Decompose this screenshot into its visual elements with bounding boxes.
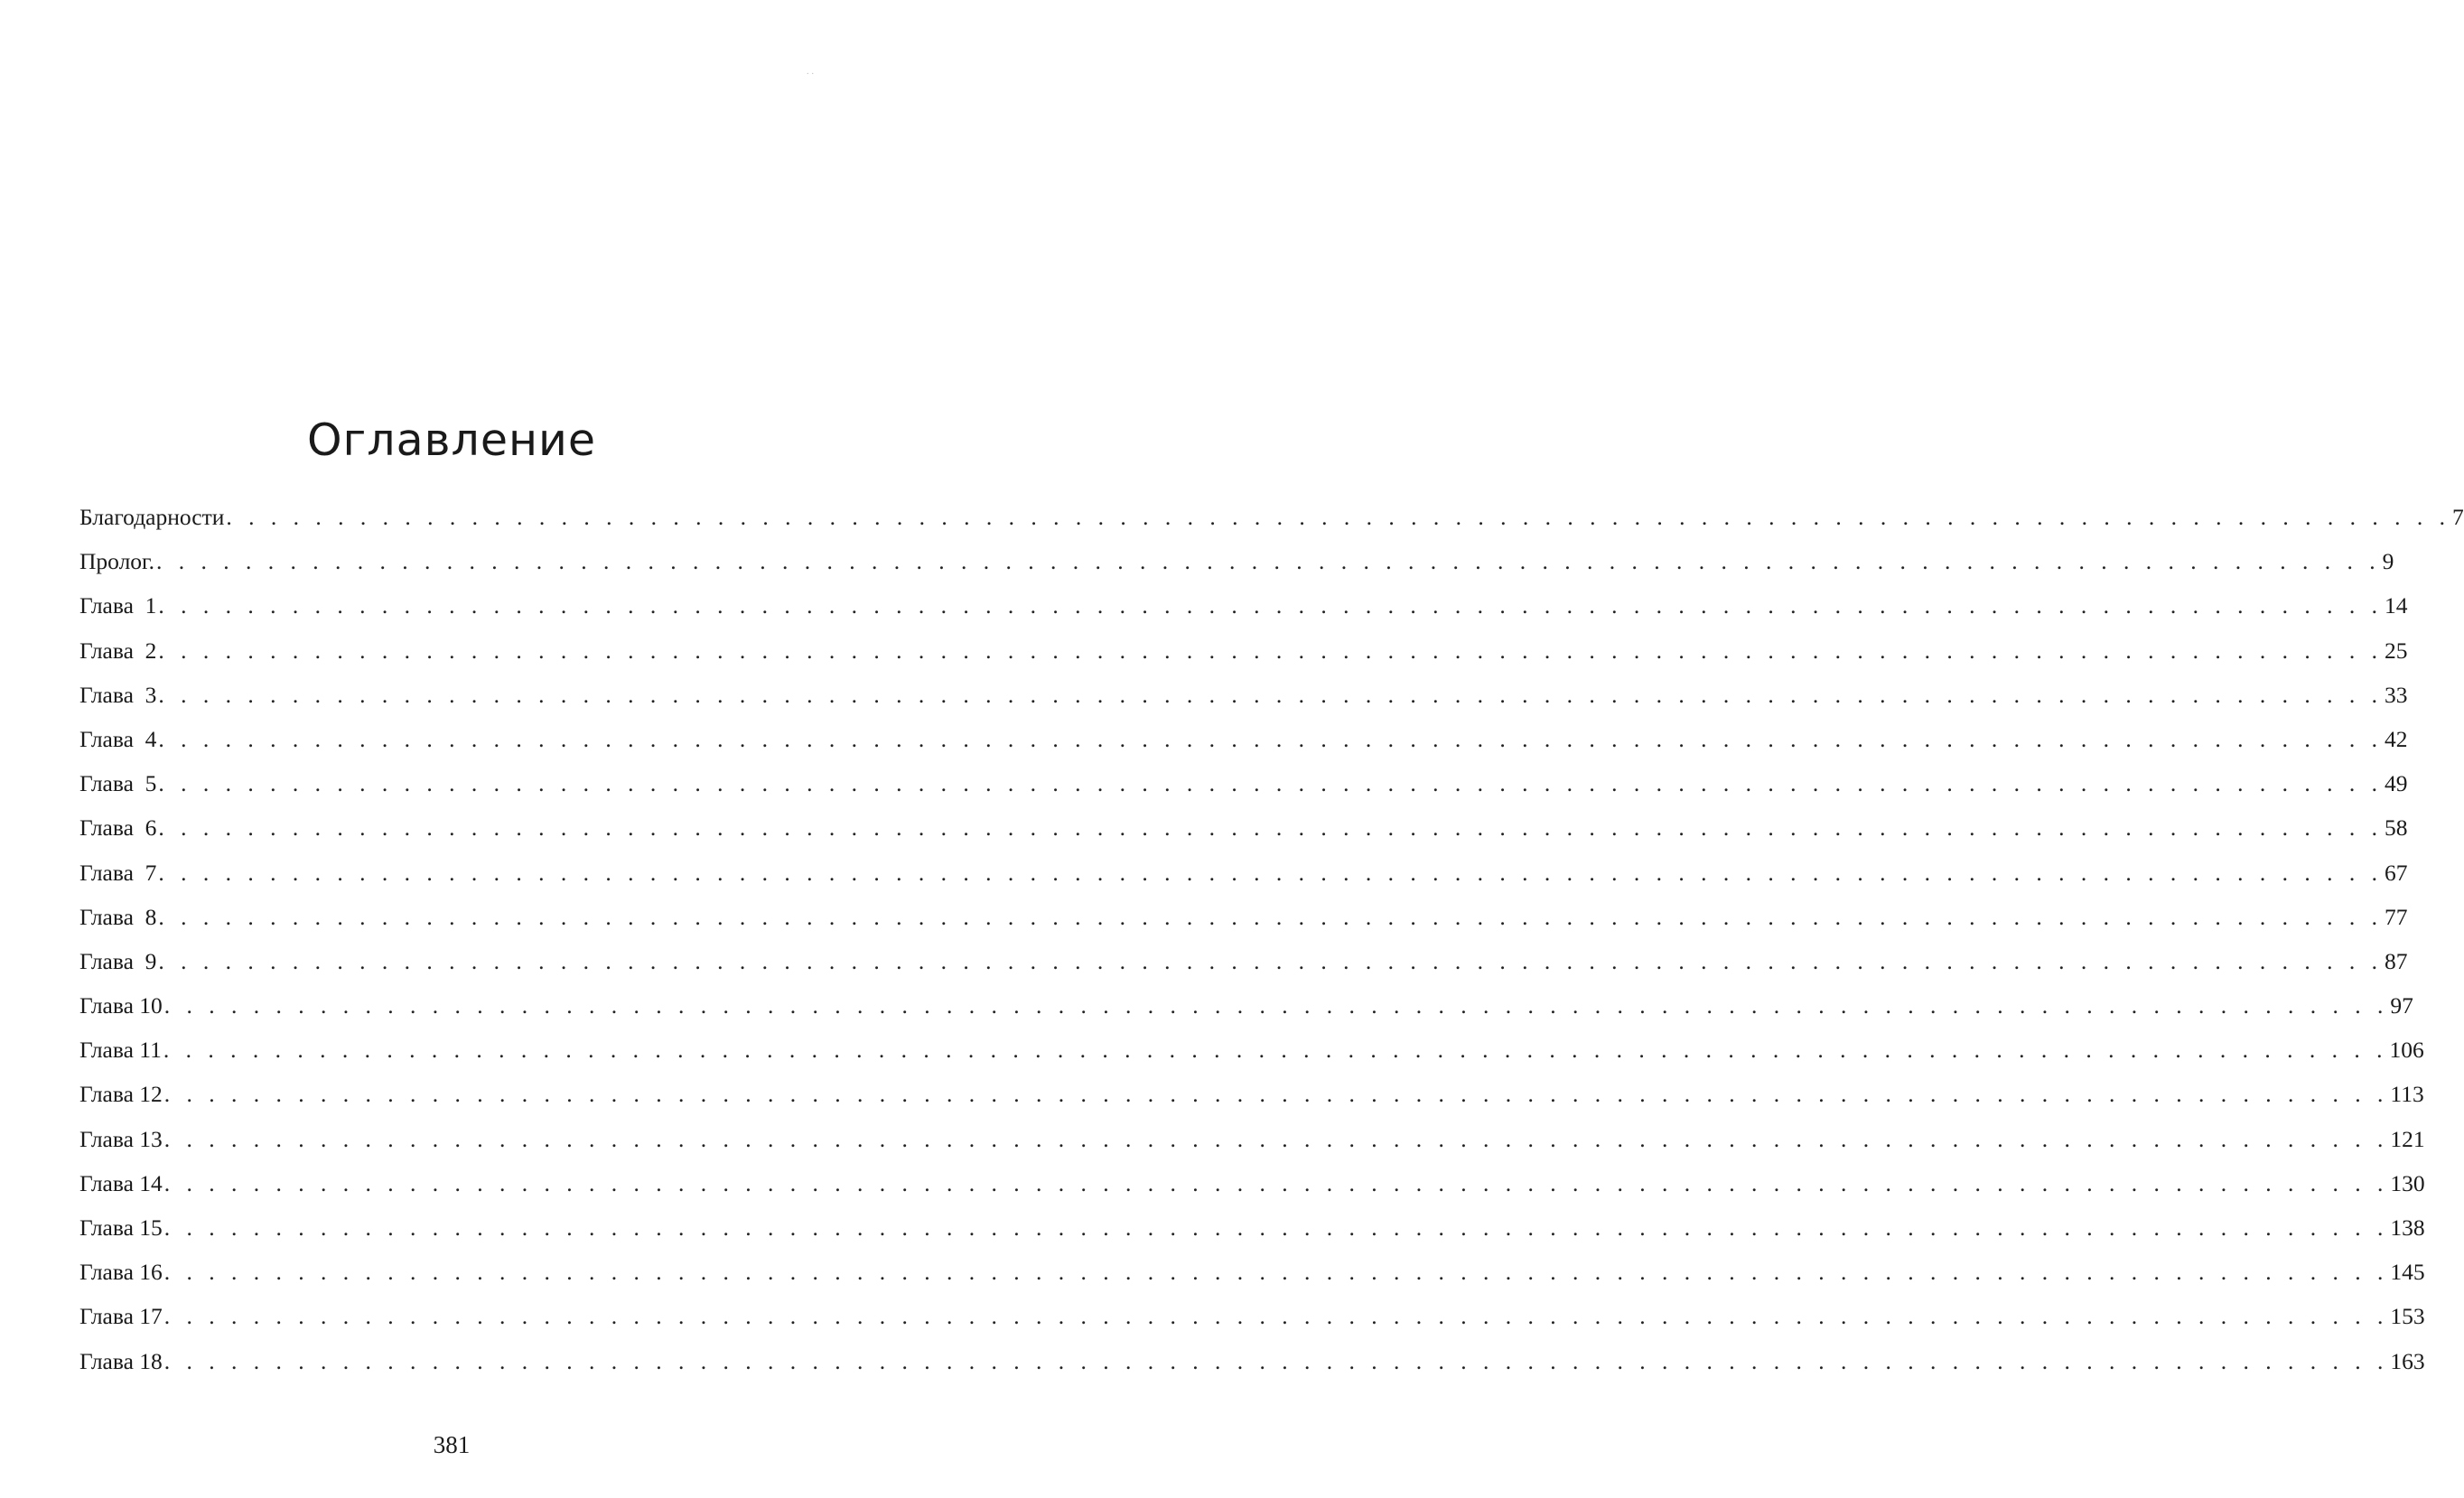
toc-dot-leader: . . . . . . . . . . . . . . . . . . . . . . . . . . . . . . . . . . . . . . . . . . . . . . . . . . . . . . . . . . . . . . . . . . . . . . . . . . . . . . . . . . . . . . . . . . . . . . . . . . . . bbox=[163, 1347, 2389, 1374]
toc-dot-leader: . . . . . . . . . . . . . . . . . . . . . . . . . . . . . . . . . . . . . . . . . . . . . . . . . . . . . . . . . . . . . . . . . . . . . . . . . . . . . . . . . . . . . . . . . . . . . . . . . . . . bbox=[158, 637, 2384, 664]
toc-entry bbox=[79, 548, 2394, 592]
toc-entry-label: Глава 18 bbox=[79, 1347, 163, 1374]
toc-entry bbox=[79, 1303, 2425, 1347]
toc-entry bbox=[79, 1347, 2425, 1392]
toc-entry bbox=[79, 770, 2408, 814]
toc-entry bbox=[79, 814, 2408, 859]
toc-entry bbox=[79, 992, 2413, 1037]
toc-entry-label: Глава 13 bbox=[79, 1125, 163, 1152]
toc-entry-page: 97 bbox=[2390, 992, 2413, 1019]
toc-entry-page: 7 bbox=[2452, 504, 2464, 530]
toc-dot-leader: . . . . . . . . . . . . . . . . . . . . . . . . . . . . . . . . . . . . . . . . . . . . . . . . . . . . . . . . . . . . . . . . . . . . . . . . . . . . . . . . . . . . . . . . . . . . . . . . . . . . bbox=[163, 992, 2389, 1019]
toc-entry bbox=[79, 637, 2408, 682]
toc-entry-label: Глава 12 bbox=[79, 1081, 163, 1108]
toc-dot-leader: . . . . . . . . . . . . . . . . . . . . . . . . . . . . . . . . . . . . . . . . . . . . . . . . . . . . . . . . . . . . . . . . . . . . . . . . . . . . . . . . . . . . . . . . . . . . . . . . . . . . bbox=[158, 592, 2384, 619]
toc-entry-page: 121 bbox=[2390, 1125, 2425, 1152]
toc-entry bbox=[79, 859, 2408, 904]
toc-dot-leader: . . . . . . . . . . . . . . . . . . . . . . . . . . . . . . . . . . . . . . . . . . . . . . . . . . . . . . . . . . . . . . . . . . . . . . . . . . . . . . . . . . . . . . . . . . . . . . . . . . . . bbox=[158, 903, 2384, 930]
toc-entry-label: Глава 7 bbox=[79, 859, 157, 886]
toc-entry-label: Глава 8 bbox=[79, 903, 157, 930]
toc-entry-page: 153 bbox=[2390, 1303, 2425, 1330]
toc-entry-label: Глава 1 bbox=[79, 592, 157, 619]
toc-entry-label: Благодарности bbox=[79, 504, 225, 530]
toc-entry-label: Глава 14 bbox=[79, 1169, 163, 1196]
toc-entry-label: Глава 6 bbox=[79, 814, 157, 842]
toc-dot-leader: . . . . . . . . . . . . . . . . . . . . . . . . . . . . . . . . . . . . . . . . . . . . . . . . . . . . . . . . . . . . . . . . . . . . . . . . . . . . . . . . . . . . . . . . . . . . . . . . . . . . bbox=[158, 947, 2384, 974]
toc-dot-leader: . . . . . . . . . . . . . . . . . . . . . . . . . . . . . . . . . . . . . . . . . . . . . . . . . . . . . . . . . . . . . . . . . . . . . . . . . . . . . . . . . . . . . . . . . . . . . . . . . . . . bbox=[163, 1169, 2389, 1196]
toc-entry bbox=[79, 947, 2408, 992]
toc-entry-page: 67 bbox=[2385, 859, 2408, 886]
toc-entry bbox=[79, 903, 2408, 948]
toc-entry bbox=[79, 681, 2408, 726]
toc-entry bbox=[79, 1259, 2425, 1303]
toc-entry-page: 106 bbox=[2389, 1037, 2424, 1064]
table-of-contents bbox=[79, 504, 2464, 1392]
toc-dot-leader: . . . . . . . . . . . . . . . . . . . . . . . . . . . . . . . . . . . . . . . . . . . . . . . . . . . . . . . . . . . . . . . . . . . . . . . . . . . . . . . . . . . . . . . . . . . . . . . . . . . . bbox=[163, 1081, 2389, 1108]
page-number: 381 bbox=[433, 1431, 471, 1458]
toc-entry-label: Глава 11 bbox=[79, 1037, 162, 1064]
toc-entry-page: 113 bbox=[2390, 1081, 2424, 1108]
toc-entry-page: 138 bbox=[2390, 1214, 2425, 1241]
toc-dot-leader: . . . . . . . . . . . . . . . . . . . . . . . . . . . . . . . . . . . . . . . . . . . . . . . . . . . . . . . . . . . . . . . . . . . . . . . . . . . . . . . . . . . . . . . . . . . . . . . . . . . . bbox=[156, 548, 2381, 575]
toc-entry-page: 58 bbox=[2385, 814, 2408, 842]
toc-entry bbox=[79, 1214, 2425, 1259]
toc-entry bbox=[79, 1037, 2424, 1081]
toc-entry-label: Глава 3 bbox=[79, 681, 157, 708]
toc-dot-leader: . . . . . . . . . . . . . . . . . . . . . . . . . . . . . . . . . . . . . . . . . . . . . . . . . . . . . . . . . . . . . . . . . . . . . . . . . . . . . . . . . . . . . . . . . . . . . . . . . . . . bbox=[158, 814, 2384, 842]
toc-entry-label: Глава 5 bbox=[79, 770, 157, 797]
scan-speck-mark: .. bbox=[807, 67, 817, 77]
toc-entry-label: Глава 10 bbox=[79, 992, 163, 1019]
toc-entry-page: 87 bbox=[2385, 947, 2408, 974]
toc-dot-leader: . . . . . . . . . . . . . . . . . . . . . . . . . . . . . . . . . . . . . . . . . . . . . . . . . . . . . . . . . . . . . . . . . . . . . . . . . . . . . . . . . . . . . . . . . . . . . . . . . . . . bbox=[163, 1125, 2389, 1152]
toc-entry-page: 25 bbox=[2385, 637, 2408, 664]
toc-entry-label: Глава 17 bbox=[79, 1303, 163, 1330]
toc-dot-leader: . . . . . . . . . . . . . . . . . . . . . . . . . . . . . . . . . . . . . . . . . . . . . . . . . . . . . . . . . . . . . . . . . . . . . . . . . . . . . . . . . . . . . . . . . . . . . . . . . . . . bbox=[163, 1303, 2389, 1330]
toc-entry-page: 14 bbox=[2385, 592, 2408, 619]
toc-entry-label: Глава 15 bbox=[79, 1214, 163, 1241]
toc-entry-label: Глава 4 bbox=[79, 725, 157, 752]
toc-dot-leader: . . . . . . . . . . . . . . . . . . . . . . . . . . . . . . . . . . . . . . . . . . . . . . . . . . . . . . . . . . . . . . . . . . . . . . . . . . . . . . . . . . . . . . . . . . . . . . . . . . . . bbox=[226, 504, 2450, 530]
toc-dot-leader: . . . . . . . . . . . . . . . . . . . . . . . . . . . . . . . . . . . . . . . . . . . . . . . . . . . . . . . . . . . . . . . . . . . . . . . . . . . . . . . . . . . . . . . . . . . . . . . . . . . . bbox=[158, 681, 2384, 708]
toc-entry bbox=[79, 1169, 2425, 1214]
toc-entry-label: Глава 9 bbox=[79, 947, 157, 974]
toc-entry-page: 42 bbox=[2385, 725, 2408, 752]
toc-entry bbox=[79, 504, 2464, 548]
toc-entry bbox=[79, 725, 2408, 770]
toc-entry-page: 9 bbox=[2382, 548, 2394, 575]
toc-entry-page: 77 bbox=[2385, 903, 2408, 930]
toc-entry-page: 130 bbox=[2390, 1169, 2425, 1196]
toc-entry-page: 145 bbox=[2390, 1259, 2425, 1286]
toc-entry-label: Пролог. bbox=[79, 548, 155, 575]
toc-entry-page: 163 bbox=[2390, 1347, 2425, 1374]
toc-entry bbox=[79, 1125, 2425, 1170]
page-title: Оглавление bbox=[306, 414, 597, 466]
toc-dot-leader: . . . . . . . . . . . . . . . . . . . . . . . . . . . . . . . . . . . . . . . . . . . . . . . . . . . . . . . . . . . . . . . . . . . . . . . . . . . . . . . . . . . . . . . . . . . . . . . . . . . . bbox=[158, 725, 2384, 752]
toc-entry bbox=[79, 592, 2408, 637]
toc-dot-leader: . . . . . . . . . . . . . . . . . . . . . . . . . . . . . . . . . . . . . . . . . . . . . . . . . . . . . . . . . . . . . . . . . . . . . . . . . . . . . . . . . . . . . . . . . . . . . . . . . . . . bbox=[163, 1259, 2389, 1286]
toc-entry-page: 33 bbox=[2385, 681, 2408, 708]
toc-entry-label: Глава 2 bbox=[79, 637, 157, 664]
toc-entry bbox=[79, 1081, 2424, 1125]
toc-dot-leader: . . . . . . . . . . . . . . . . . . . . . . . . . . . . . . . . . . . . . . . . . . . . . . . . . . . . . . . . . . . . . . . . . . . . . . . . . . . . . . . . . . . . . . . . . . . . . . . . . . . . bbox=[163, 1037, 2388, 1064]
toc-dot-leader: . . . . . . . . . . . . . . . . . . . . . . . . . . . . . . . . . . . . . . . . . . . . . . . . . . . . . . . . . . . . . . . . . . . . . . . . . . . . . . . . . . . . . . . . . . . . . . . . . . . . bbox=[158, 859, 2384, 886]
toc-entry-label: Глава 16 bbox=[79, 1259, 163, 1286]
toc-entry-page: 49 bbox=[2385, 770, 2408, 797]
toc-dot-leader: . . . . . . . . . . . . . . . . . . . . . . . . . . . . . . . . . . . . . . . . . . . . . . . . . . . . . . . . . . . . . . . . . . . . . . . . . . . . . . . . . . . . . . . . . . . . . . . . . . . . bbox=[163, 1214, 2389, 1241]
toc-dot-leader: . . . . . . . . . . . . . . . . . . . . . . . . . . . . . . . . . . . . . . . . . . . . . . . . . . . . . . . . . . . . . . . . . . . . . . . . . . . . . . . . . . . . . . . . . . . . . . . . . . . . bbox=[158, 770, 2384, 797]
